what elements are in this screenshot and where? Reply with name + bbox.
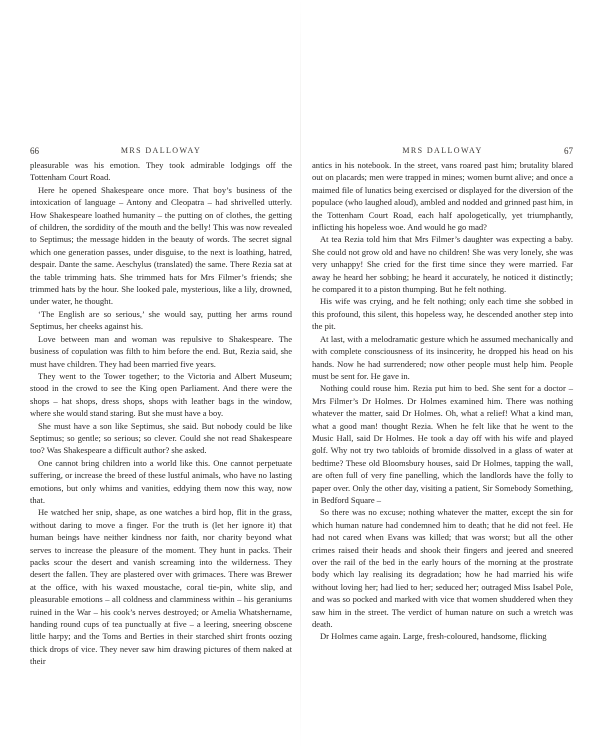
paragraph: They went to the Tower together; to the Victoria and Albert Museum; stood in the crowd to see the King open Parliament. And there were the shops – hat shops, dress shops, shops with leather bags in the window, where she would stand staring. But she must have a boy. (30, 370, 292, 419)
paragraph: Love between man and woman was repulsive to Shakespeare. The business of copulation was filth to him before the end. But, Rezia said, she must have children. They had been married five years. (30, 333, 292, 369)
paragraph: His wife was crying, and he felt nothing; only each time she sobbed in this profound, this silent, this hopeless way, he descended another step into the pit. (312, 296, 573, 332)
left-page (30, 146, 292, 668)
paragraph: One cannot bring children into a world like this. One cannot perpetuate suffering, or increase the breed of these lustful animals, who have no lasting emotions, but only whims and vanities, eddying them now this way, now that. (30, 457, 292, 505)
paragraph: ‘The English are so serious,’ she would say, putting her arms round Septimus, her cheeks against his. (30, 308, 292, 332)
paragraph: So there was no excuse; nothing whatever the matter, except the sin for which human nature had condemned him to death; that he did not feel. He had not cared when Evans was killed; that was worst; but all the other crimes raised their heads and shook their fingers and jeered and sneered over the rail of the bed in the early hours of the morning at the prostrate body which lay realising its degradation; how he had married his wife without loving her; had lied to her; seduced her; outraged Miss Isabel Pole, and was so pocked and marked with vice that women shuddered when they saw him in the street. The verdict of human nature on such a wretch was death. (312, 507, 573, 630)
paragraph: He watched her snip, shape, as one watches a bird hop, flit in the grass, without daring to move a finger. For the truth is (let her ignore it) that human beings have neither kindness nor faith, nor charity beyond what serves to increase the pleasure of the moment. They hunt in packs. Their packs scour the desert and vanish screaming into the wilderness. They desert the fallen. They are plastered over with grimaces. There was Brewer at the office, with his waxed moustache, coral tie-pin, white slip, and pleasurable emotions – all coldness and clamminess within – his geraniums ruined in the War – his cook’s nerves destroyed; or Amelia Whatshername, handing round cups of tea punctually at five – a leering, sneering obscene little harpy; and the Toms and Berties in their starched shirt fronts oozing thick drops of vice. They never saw him drawing pictures of them naked at their (30, 507, 292, 667)
paragraph: antics in his notebook. In the street, vans roared past him; brutality blared out on placards; men were trapped in mines; women burnt alive; and once a maimed file of lunatics being exercised or displayed for the diversion of the populace (who laughed aloud), ambled and nodded and grinned past him, in the Tottenham Court Road, each half apologetically, yet triumphantly, inflicting his hopeless woe. And would he go mad? (312, 160, 573, 233)
running-title: MRS DALLOWAY (120, 146, 202, 155)
paragraph: Here he opened Shakespeare once more. That boy’s business of the intoxication of language – Antony and Cleopatra – had shrivelled utterly. How Shakespeare loathed humanity – the putting on of clothes, the getting of children, the sordidity of the mouth and the belly! This was now revealed to Septimus; the message hidden in the beauty of words. The secret signal which one generation passes, under disguise, to the next is loathing, hatred, despair. Dante the same. Aeschylus (translated) the same. There Rezia sat at the table trimming hats. She trimmed hats for Mrs Filmer’s friends; she trimmed hats by the hour. She looked pale, mysterious, like a lily, drowned, under water, he thought. (30, 184, 292, 307)
paragraph: She must have a son like Septimus, she said. But nobody could be like Septimus; so gentle; so serious; so clever. Could she not read Shakespeare too? Was Shakespeare a difficult author? she asked. (30, 420, 292, 456)
paragraph: At tea Rezia told him that Mrs Filmer’s daughter was expecting a baby. She could not grow old and have no children! She was very lonely, she was very unhappy! She cried for the first time since they were married. Far away he heard her sobbing; he heard it accurately, he noticed it distinctly; he compared it to a piston thumping. But he felt nothing. (312, 234, 573, 295)
right-page (312, 146, 573, 643)
paragraph: Nothing could rouse him. Rezia put him to bed. She sent for a doctor – Mrs Filmer’s Dr Holmes. Dr Holmes examined him. There was nothing whatever the matter, said Dr Holmes. Oh, what a relief! What a kind man, what a good man! thought Rezia. When he felt like that he went to the Music Hall, said Dr Holmes. He took a day off with his wife and played golf. Why not try two tabloids of bromide dissolved in a glass of water at bedtime? These old Bloomsbury houses, said Dr Holmes, tapping the wall, are often full of very fine panelling, which the landlords have the folly to paper over. Only the other day, visiting a patient, Sir Somebody Something, in Bedford Square – (312, 383, 573, 505)
paragraph: Dr Holmes came again. Large, fresh-coloured, handsome, flicking (320, 631, 547, 642)
left-page-text (30, 159, 292, 668)
paragraph: At last, with a melodramatic gesture which he assumed mechanically and with complete consciousness of its insincerity, he dropped his head on his hands. Now he had surrendered; now other people must help him. People must be sent for. He gave in. (312, 333, 573, 381)
running-head-left (30, 146, 292, 159)
running-head-right (312, 146, 573, 159)
book-gutter (300, 0, 301, 750)
right-page-text (312, 159, 573, 643)
page-number: 67 (564, 146, 573, 156)
page-number: 66 (30, 146, 39, 156)
paragraph: pleasurable was his emotion. They took admirable lodgings off the Tottenham Court Road. (30, 160, 292, 183)
running-title: MRS DALLOWAY (402, 146, 483, 155)
